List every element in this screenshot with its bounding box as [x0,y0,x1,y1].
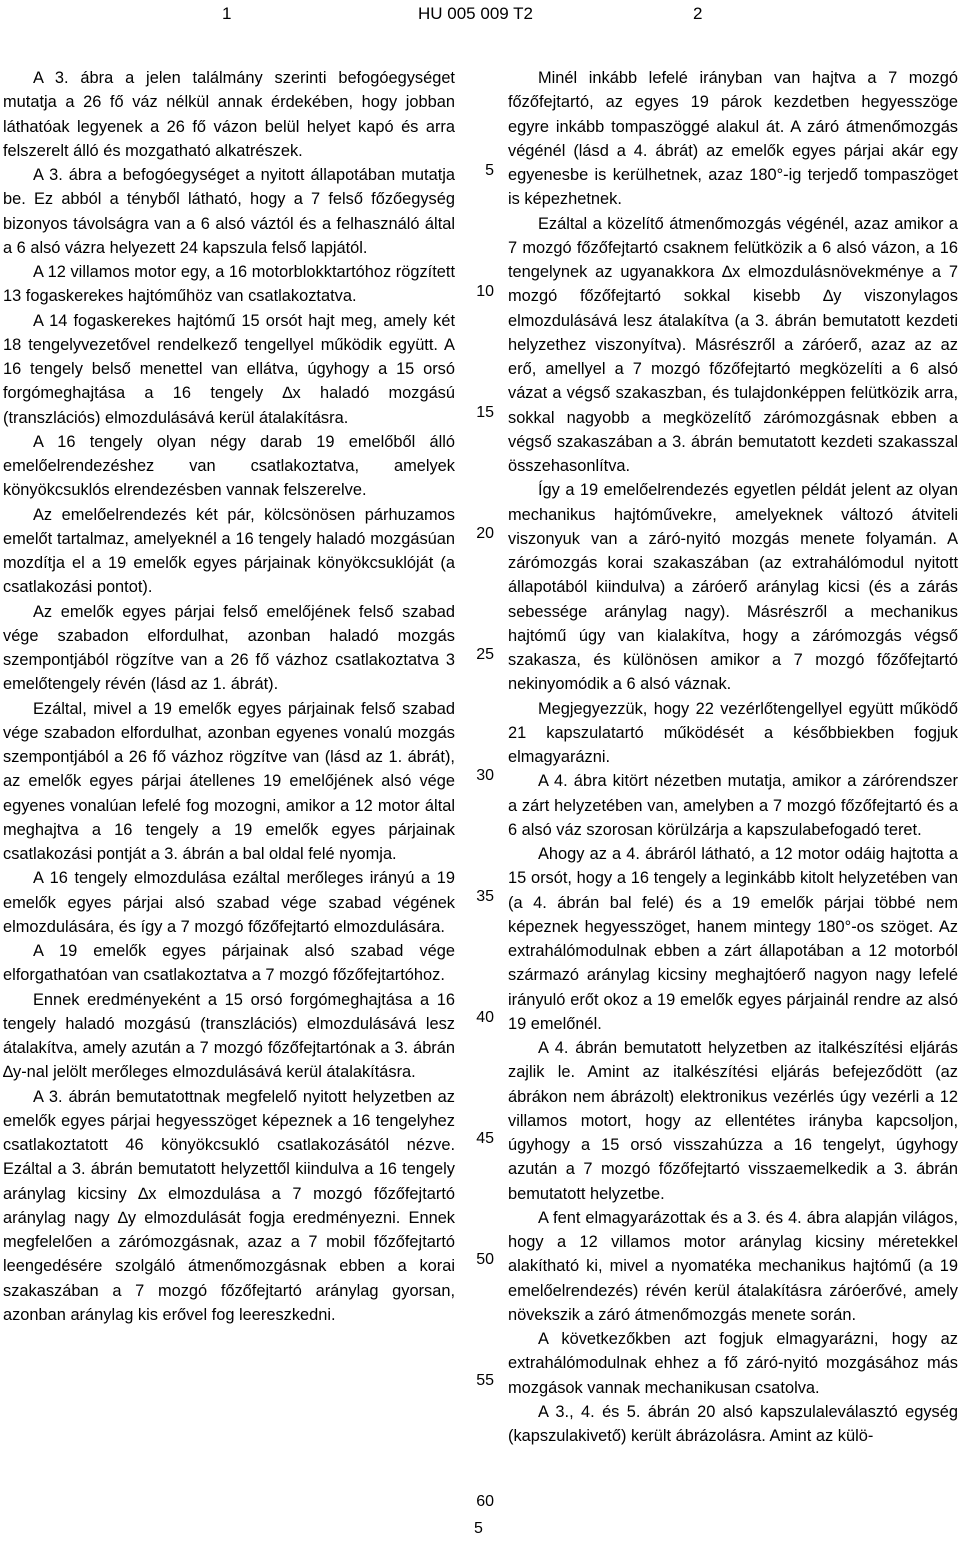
line-number: 10 [476,283,494,300]
line-number: 45 [476,1130,494,1147]
paragraph: Megjegyezzük, hogy 22 vezérlőtengellyel együtt működő 21 kapszulatartó működését a későbbiekben fogjuk elmagyarázni. [508,699,958,766]
document-id: HU 005 009 T2 [418,4,533,23]
line-number: 50 [476,1251,494,1268]
left-page-number: 1 [222,4,232,23]
paragraph: A fent elmagyarázottak és a 3. és 4. ábra alapján világos, hogy a 12 villamos motor aránylag kicsiny méretekkel alakítható ki, mivel a nyomatéka mechanikus hajtómű (a 19 emelőelrendezés) révén kerül átalakításra záróerővé, amely növekszik a záró átmenőmozgás menete során. [508,1208,958,1324]
line-number: 30 [476,767,494,784]
line-number: 5 [485,162,494,179]
paragraph: A 4. ábrán bemutatott helyzetben az italkészítési eljárás zajlik le. Amint az italkészítési eljárás befejeződött (az ábrákon nem ábrázolt) elektronikus vezérlés úgy vezérli a 12 villamos motort, hogy az ellentétes irányba kapcsoljon, úgyhogy a 15 orsó visszahúzza a 16 tengelyt, úgyhogy azután a 7 mozgó főzőfejtartó visszaemelkedik a 3. ábrán bemutatott helyzetbe. [508,1039,958,1203]
line-number: 55 [476,1372,494,1389]
paragraph: A 4. ábra kitört nézetben mutatja, amikor a zárórendszer a zárt helyzetében van, amelyben a 7 mozgó főzőfejtartó és a 6 alsó váz szorosan körülzárja a kapszulabefogadó teret. [508,772,958,839]
paragraph: A 16 tengely olyan négy darab 19 emelőből álló emelőelrendezéshez van csatlakoztatva, amelyek könyökcsuklós elrendezésben vannak felszerelve. [3,432,455,500]
paragraph: Így a 19 emelőelrendezés egyetlen példát jelent az olyan mechanikus hajtóművekre, amelyeknek változó átviteli viszonyuk van a záró-nyitó mozgás menete folyamán. A zárómozgás korai szakaszában (az extrahálómodul nyitott állapotából kiindulva) a záróerő aránylag kicsi (és a zárás sebessége aránylag nagy). Másrészről a mechanikus hajtómű úgy van kialakítva, hogy a zárómozgás végső szakasza, és különösen amikor a 7 mozgó főzőfejtartó nekinyomódik a 6 alsó váznak. [508,481,958,694]
paragraph: Az emelők egyes párjai felső emelőjének felső szabad vége szabadon elfordulhat, azonban haladó mozgás szempontjából rögzítve van a 26 fő vázhoz csatlakoztatva 3 emelőtengely révén (lásd az 1. ábrát). [3,602,455,694]
line-number: 60 [476,1493,494,1510]
paragraph: A 3. ábra a jelen találmány szerinti befogóegységet mutatja a 26 fő váz nélkül annak érdekében, hogy jobban láthatóak legyenek a 26 fő vázon belül helyet kapó és arra felszerelt álló és mozgatható alkatrészek. [3,69,455,160]
line-number: 35 [476,888,494,905]
line-number: 15 [476,404,494,421]
paragraph: Ahogy az a 4. ábráról látható, a 12 motor odáig hajtotta a 15 orsót, hogy a 16 tengely a leginkább kitolt helyzetében van (a 4. ábrán bal felé) és a 19 emelők párjai többé nem képeznek hegyesszöget, hanem mintegy 180°-os szöget. Az extrahálómodulnak ebben a zárt állapotában a 12 motorból származó aránylag kicsiny meghajtóerő nagyon nagy lefelé irányuló erőt okoz a 19 emelők egyes párjainál rendre az alsó 19 emelőnél. [508,845,958,1033]
paragraph: Ezáltal, mivel a 19 emelők egyes párjainak felső szabad vége szabadon elfordulhat, azonban egyenes vonalú mozgás szempontjából a 26 fő vázhoz rögzítve van (lásd az 1. ábrát), az emelők egyes párjai átellenes 19 emelőjének alsó vége egyenes vonalúan lefelé fog mozogni, amikor a 12 motor által meghajtva a 16 tengely a 19 emelők egyes párjainak csatlakozási pontját a 3. ábrán a bal oldal felé nyomja. [3,699,455,863]
left-column [3,66,455,1327]
page-header [0,4,960,34]
page-footer-number: 5 [474,1520,483,1537]
line-number: 20 [476,525,494,542]
line-number: 40 [476,1009,494,1026]
paragraph: A 12 villamos motor egy, a 16 motorblokktartóhoz rögzített 13 fogaskerekes hajtóműhöz van csatlakoztatva. [3,263,455,306]
line-number: 25 [476,646,494,663]
right-column [508,66,958,1448]
paragraph: A 3., 4. és 5. ábrán 20 alsó kapszulaleválasztó egység (kapszulakivető) került ábrázolásra. Amint az külö- [508,1402,958,1445]
paragraph: A 3. ábrán bemutatottnak megfelelő nyitott helyzetben az emelők egyes párjai hegyesszöget képeznek a 16 tengelyhez csatlakoztatott 46 könyökcsukló csatlakozásától nézve. Ezáltal a 3. ábrán bemutatott helyzettől kiindulva a 16 tengely aránylag kicsiny ∆x elmozdulása a 7 mozgó főzőfejtartó aránylag nagy ∆y elmozdulását fogja eredményezni. Ennek megfelelően a zárómozgásnak, azaz a 7 mobil főzőfejtartó leengedésére szolgáló átmenőmozgásnak ebben a korai szakaszában a 7 mozgó főzőfejtartó aránylag gyorsan, azonban aránylag kis erővel fog leereszkedni. [3,1087,455,1324]
right-page-number: 2 [693,4,703,23]
paragraph: Ennek eredményeként a 15 orsó forgómeghajtása a 16 tengely haladó mozgású (transzlációs) elmozdulásává lesz átalakítva, amely azután a 7 mozgó főzőfejtartónak a 3. ábrán ∆y-nal jelölt merőleges elmozdulásává kerül átalakításra. [3,990,455,1082]
paragraph: A 16 tengely elmozdulása ezáltal merőleges irányú a 19 emelők egyes párjai alsó szabad vége szabad végének elmozdulására, és így a 7 mozgó főzőfejtartó elmozdulására. [3,869,455,936]
paragraph: A 19 emelők egyes párjainak alsó szabad vége elforgathatóan van csatlakoztatva a 7 mozgó főzőfejtartóhoz. [3,942,455,985]
paragraph: Ezáltal a közelítő átmenőmozgás végénél, azaz amikor a 7 mozgó főzőfejtartó csaknem felütközik a 6 alsó vázon, a 16 tengelynek az ugyanakkora ∆x elmozdulásnövekménye a 7 mozgó főzőfejtartó sokkal kisebb ∆y viszonylagos elmozdulásává lesz átalakítva (a 3. ábrán bemutatott kezdeti helyzethez viszonyítva). Másrészről a záróerő, azaz az az erő, amellyel a 7 mozgó főzőfejtartó megközelíti a 6 alsó vázat a végső szakaszban, és tulajdonképpen felütközik arra, sokkal nagyobb a megközelítő zárómozgásnak ebben a végső szakaszában a 3. ábrán bemutatott kezdeti szakasszal összehasonlítva. [508,214,958,475]
paragraph: Az emelőelrendezés két pár, kölcsönösen párhuzamos emelőt tartalmaz, amelyeknél a 16 tengely haladó mozgásúan mozdítja el a 19 emelők egyes párjainak könyökcsuklóját (a csatlakozási pontot). [3,505,455,597]
paragraph: A következőkben azt fogjuk elmagyarázni, hogy az extrahálómodulnak ehhez a fő záró-nyitó mozgásához más mozgások vannak mechanikusan csatolva. [508,1330,958,1397]
paragraph: Minél inkább lefelé irányban van hajtva a 7 mozgó főzőfejtartó, az egyes 19 párok kezdetben hegyesszöge egyre inkább tompaszöggé alakul át. A záró átmenőmozgás végénél (lásd a 4. ábrát) az emelők egyes párjai akár egy egyenesbe is kerülhetnek, azaz 180°-ig terjedő tompaszöget is képezhetnek. [508,69,958,209]
paragraph: A 14 fogaskerekes hajtómű 15 orsót hajt meg, amely két 18 tengelyvezetővel rendelkező tengellyel működik együtt. A 16 tengely belső menettel van ellátva, úgyhogy a 15 orsó forgómeghajtása a 16 tengely ∆x haladó mozgású (transzlációs) elmozdulásává kerül átalakításra. [3,311,455,427]
paragraph: A 3. ábra a befogóegységet a nyitott állapotában mutatja be. Ez abból a tényből látható, hogy a 7 felső főzőegység bizonyos távolságra van a 6 alsó váztól és a felhasználó által a 6 alsó vázra helyezett 24 kapszula felső lapjától. [3,166,455,257]
